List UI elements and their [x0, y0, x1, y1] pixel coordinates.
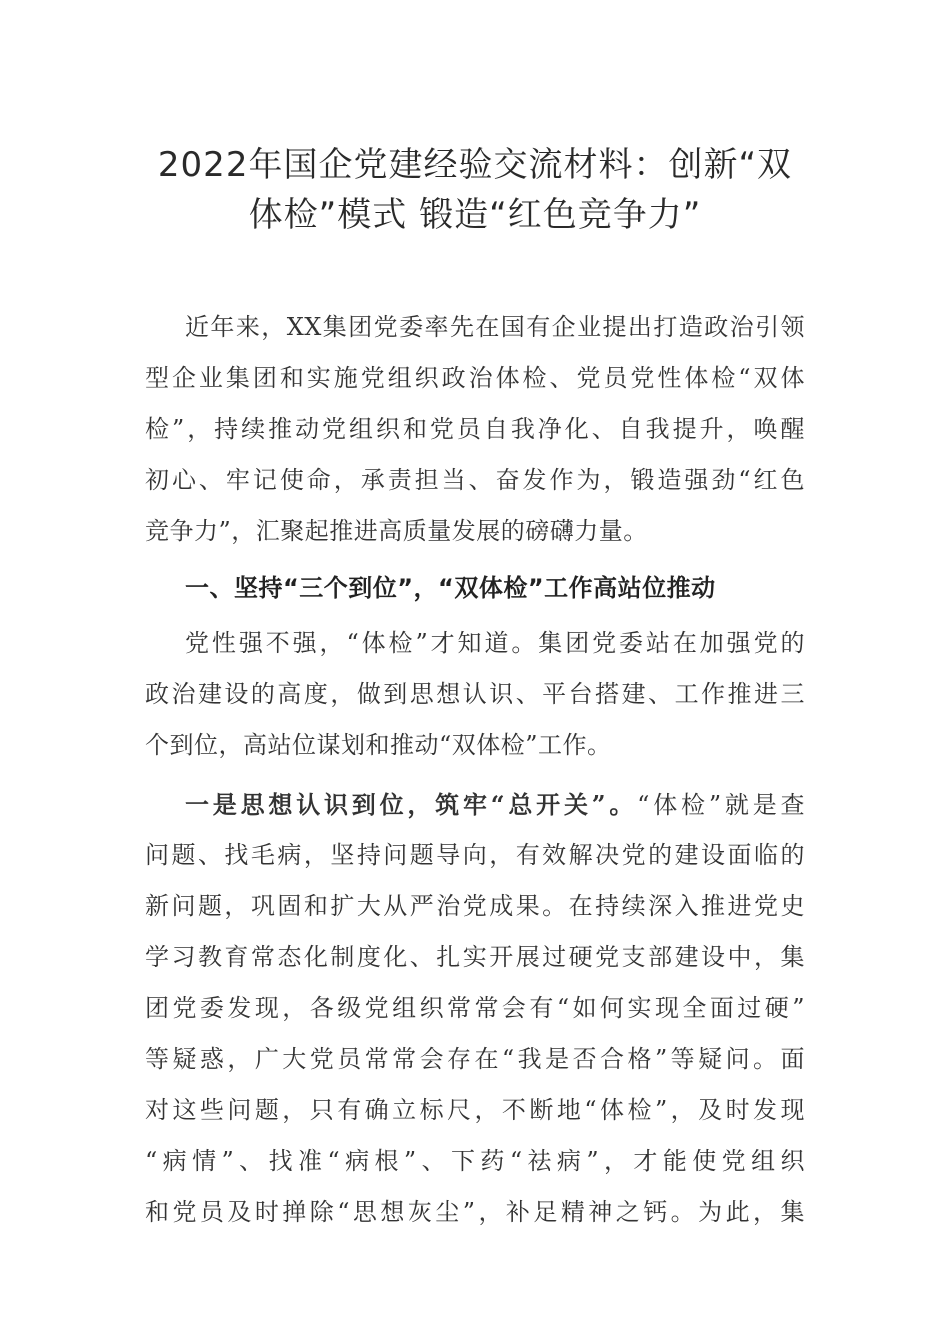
text-line-mixed	[145, 779, 805, 830]
text-line: 和党员及时掸除“思想灰尘”，补足精神之钙。为此，集	[145, 1198, 805, 1226]
text-line: 初心、牢记使命，承责担当、奋发作为，锻造强劲“红色	[145, 466, 805, 494]
paragraph-gap	[145, 771, 805, 779]
document-body	[145, 302, 805, 1238]
text-line: 等疑惑，广大党员常常会存在“我是否合格”等疑问。面	[145, 1045, 805, 1073]
bold-lead-text: 一是思想认识到位，筑牢“总开关”。	[185, 790, 638, 819]
text-line: 检”，持续推动党组织和党员自我净化、自我提升，唤醒	[145, 415, 805, 443]
text-line: 新问题，巩固和扩大从严治党成果。在持续深入推进党史	[145, 892, 805, 920]
thought-paragraph	[145, 779, 805, 1238]
lead-rest-text: “体检”就是查	[637, 791, 805, 819]
title-line-1: 2022年国企党建经验交流材料：创新“双	[157, 145, 793, 185]
text-line: 个到位，高站位谋划和推动“双体检”工作。	[145, 731, 612, 759]
section-heading-1: 一、坚持“三个到位”，“双体检”工作高站位推动	[185, 574, 716, 602]
intro-paragraph	[145, 302, 805, 557]
text-line: 党性强不强，“体检”才知道。集团党委站在加强党的	[185, 629, 805, 657]
text-line: 问题、找毛病，坚持问题导向，有效解决党的建设面临的	[145, 841, 805, 869]
title-line-2: 体检”模式 锻造“红色竞争力”	[248, 195, 702, 235]
text-line: 团党委发现，各级党组织常常会有“如何实现全面过硬”	[145, 994, 805, 1022]
text-line: “病情”、找准“病根”、下药“祛病”，才能使党组织	[145, 1147, 805, 1175]
text-line: 型企业集团和实施党组织政治体检、党员党性体检“双体	[145, 364, 805, 392]
text-line: 学习教育常态化制度化、扎实开展过硬党支部建设中，集	[145, 943, 805, 971]
text-line: 对这些问题，只有确立标尺，不断地“体检”，及时发现	[145, 1096, 805, 1124]
section1-paragraph	[145, 618, 805, 771]
text-line: 政治建设的高度，做到思想认识、平台搭建、工作推进三	[145, 680, 805, 708]
text-line: 近年来，XX集团党委率先在国有企业提出打造政治引领	[185, 313, 805, 341]
text-line: 竞争力”，汇聚起推进高质量发展的磅礴力量。	[145, 517, 648, 545]
document-title	[130, 140, 820, 240]
